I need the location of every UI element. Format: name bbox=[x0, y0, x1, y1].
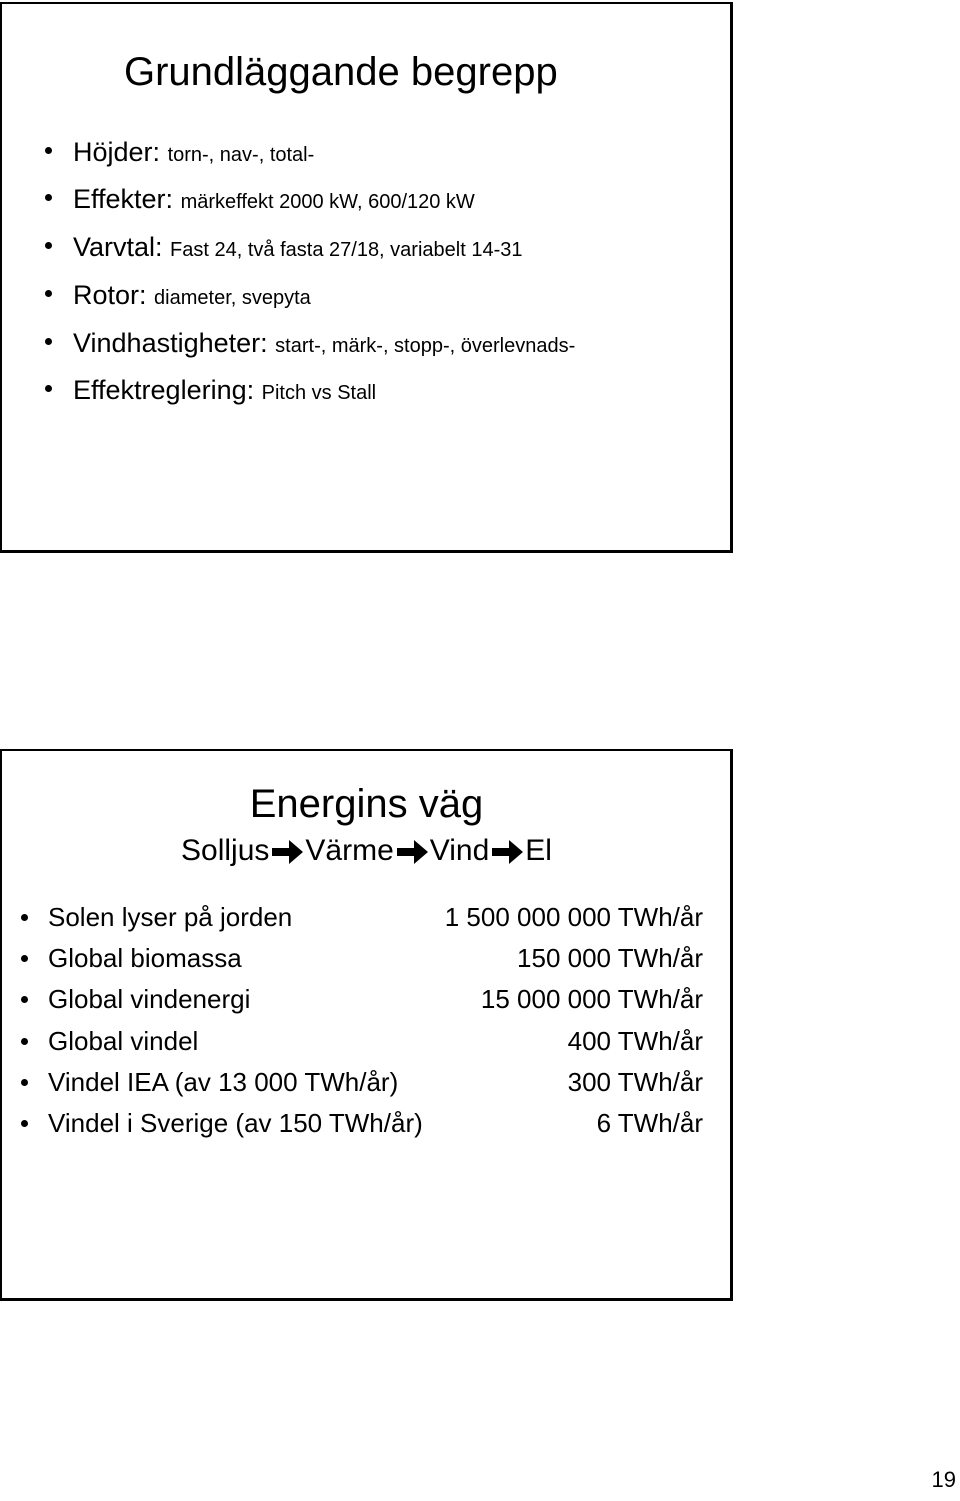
slide2-title: Energins väg bbox=[249, 782, 484, 826]
table-row bbox=[0, 1104, 733, 1145]
row-label: Solen lyser på jorden bbox=[48, 902, 293, 932]
item-term: Effektreglering: bbox=[73, 375, 255, 405]
table-row bbox=[0, 1063, 733, 1104]
slide1-title: Grundläggande begrepp bbox=[124, 50, 558, 94]
bullet-icon bbox=[45, 242, 52, 249]
table-row bbox=[0, 1022, 733, 1063]
bullet-icon bbox=[21, 955, 28, 962]
row-label: Global biomassa bbox=[48, 943, 242, 973]
item-term: Varvtal: bbox=[73, 232, 163, 262]
item-value: torn-, nav-, total- bbox=[167, 144, 315, 166]
table-row bbox=[0, 939, 733, 980]
bullet-icon bbox=[45, 194, 52, 201]
flow-step: Solljus bbox=[181, 834, 270, 867]
bullet-icon bbox=[45, 385, 52, 392]
item-value: Fast 24, två fasta 27/18, variabelt 14-31 bbox=[170, 239, 523, 261]
row-label: Global vindel bbox=[48, 1026, 199, 1056]
bullet-icon bbox=[45, 338, 52, 345]
row-amount: 150 000 TWh/år bbox=[517, 943, 703, 973]
table-row bbox=[0, 898, 733, 939]
table-row bbox=[0, 980, 733, 1021]
arrow-right-icon bbox=[490, 838, 524, 866]
item-term: Vindhastigheter: bbox=[73, 328, 268, 358]
bullet-icon bbox=[21, 1079, 28, 1086]
row-amount: 15 000 000 TWh/år bbox=[480, 984, 703, 1014]
bullet-icon bbox=[21, 914, 28, 921]
row-label: Global vindenergi bbox=[48, 984, 251, 1014]
arrow-right-icon bbox=[395, 838, 429, 866]
row-amount: 400 TWh/år bbox=[567, 1026, 703, 1056]
bullet-icon bbox=[21, 1038, 28, 1045]
item-term: Rotor: bbox=[73, 280, 147, 310]
row-amount: 300 TWh/år bbox=[567, 1067, 703, 1097]
item-value: start-, märk-, stopp-, överlevnads- bbox=[275, 335, 576, 357]
bullet-icon bbox=[45, 147, 52, 154]
arrow-right-icon bbox=[270, 838, 304, 866]
item-term: Höjder: bbox=[73, 137, 161, 167]
row-label: Vindel i Sverige (av 150 TWh/år) bbox=[48, 1108, 423, 1138]
flow-step: El bbox=[525, 834, 552, 867]
row-label: Vindel IEA (av 13 000 TWh/år) bbox=[48, 1067, 399, 1097]
row-amount: 1 500 000 000 TWh/år bbox=[444, 902, 703, 932]
page-number: 19 bbox=[931, 1467, 956, 1492]
flow-step: Vind bbox=[429, 834, 490, 867]
item-value: diameter, svepyta bbox=[154, 287, 311, 309]
bullet-icon bbox=[21, 1120, 28, 1127]
item-value: Pitch vs Stall bbox=[261, 382, 377, 404]
row-amount: 6 TWh/år bbox=[596, 1108, 703, 1138]
item-term: Effekter: bbox=[73, 184, 174, 214]
bullet-icon bbox=[21, 996, 28, 1003]
bullet-icon bbox=[45, 290, 52, 297]
flow-step: Värme bbox=[305, 834, 394, 867]
energy-flow bbox=[0, 830, 733, 872]
item-value: märkeffekt 2000 kW, 600/120 kW bbox=[180, 191, 475, 213]
